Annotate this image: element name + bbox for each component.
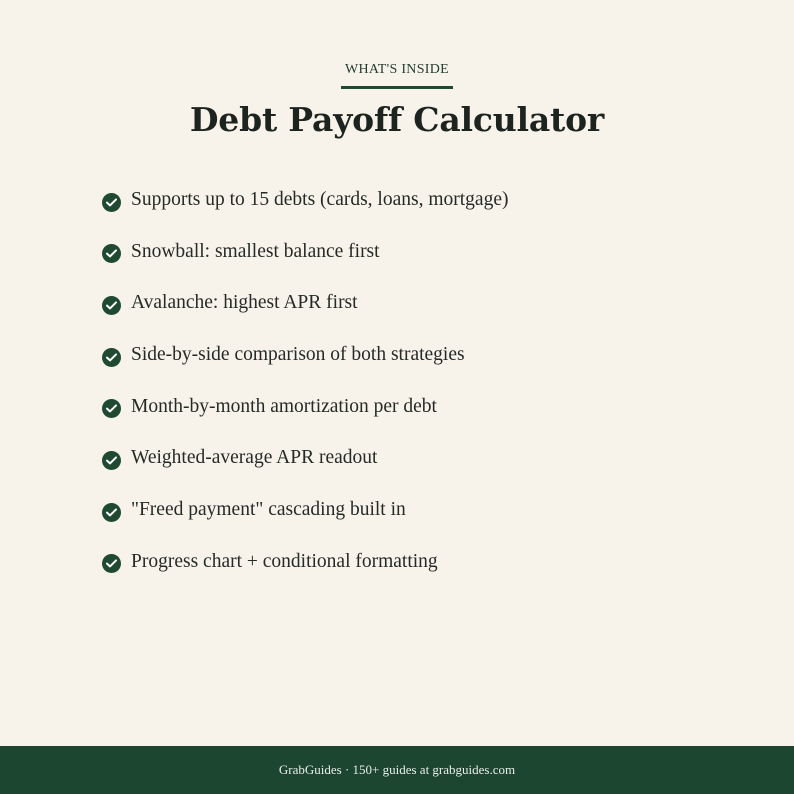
feature-label: Snowball: smallest balance first	[131, 240, 380, 262]
feature-list	[102, 182, 742, 596]
check-circle-icon	[102, 399, 121, 418]
footer-bar	[0, 746, 794, 794]
feature-item	[102, 389, 742, 425]
check-circle-icon	[102, 554, 121, 573]
feature-label: Side-by-side comparison of both strategies	[131, 344, 465, 366]
feature-item	[102, 285, 742, 321]
feature-item	[102, 492, 742, 528]
feature-label: Avalanche: highest APR first	[131, 292, 358, 314]
feature-label: Weighted-average APR readout	[131, 447, 378, 469]
feature-item	[102, 182, 742, 218]
feature-label: "Freed payment" cascading built in	[131, 499, 406, 521]
footer-text: GrabGuides · 150+ guides at grabguides.com	[278, 762, 516, 777]
feature-label: Month-by-month amortization per debt	[131, 395, 437, 417]
feature-item	[102, 544, 742, 580]
check-circle-icon	[102, 296, 121, 315]
feature-item	[102, 234, 742, 270]
check-circle-icon	[102, 348, 121, 367]
check-circle-icon	[102, 244, 121, 263]
check-circle-icon	[102, 193, 121, 212]
check-circle-icon	[102, 503, 121, 522]
eyebrow-container	[0, 58, 794, 89]
page-title: Debt Payoff Calculator	[189, 100, 605, 139]
feature-label: Supports up to 15 debts (cards, loans, mortgage)	[131, 189, 509, 210]
check-circle-icon	[102, 451, 121, 470]
feature-item	[102, 440, 742, 476]
feature-label: Progress chart + conditional formatting	[131, 550, 438, 572]
section-eyebrow: WHAT'S INSIDE	[341, 62, 453, 89]
feature-item	[102, 337, 742, 373]
